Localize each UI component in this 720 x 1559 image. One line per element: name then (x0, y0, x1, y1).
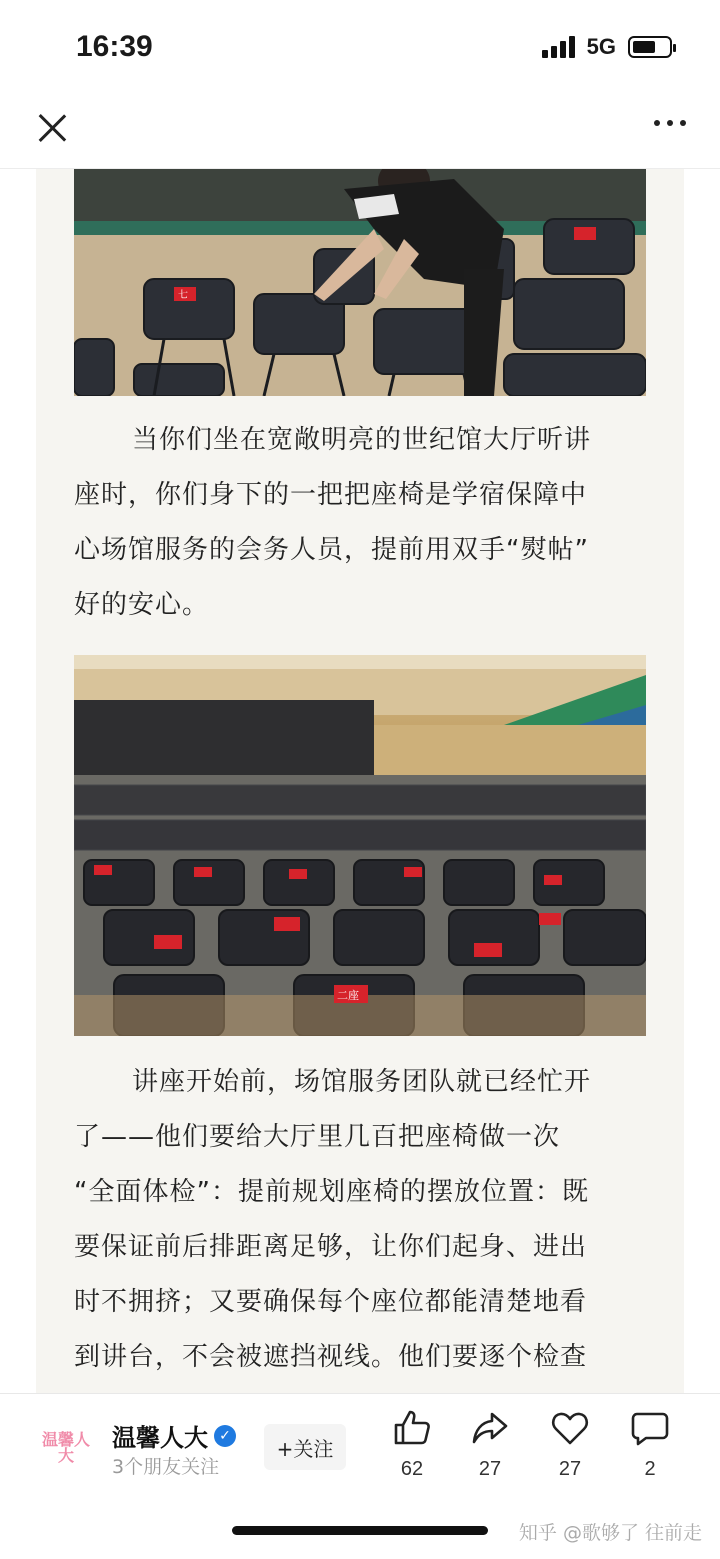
verified-badge-icon: ✓ (214, 1425, 236, 1447)
share-count: 27 (478, 1458, 502, 1480)
like-count: 62 (400, 1458, 424, 1480)
zhihu-watermark: 知乎 @歌够了 往前走 (518, 1522, 702, 1544)
seat-tag-text: 二座 (337, 989, 359, 1002)
favorite-count: 27 (558, 1458, 582, 1480)
like-button[interactable] (382, 1408, 442, 1481)
share-button[interactable] (460, 1408, 520, 1481)
article-photo-chair-arranging[interactable] (74, 169, 646, 396)
friends-following-text: 3个朋友关注 (112, 1456, 220, 1478)
comment-count: 2 (644, 1458, 656, 1480)
paragraph-line: 好的安心。 (74, 590, 210, 620)
status-bar (0, 0, 720, 96)
paragraph-line: 当你们坐在宽敞明亮的世纪馆大厅听讲 (132, 425, 592, 455)
photo-illustration (74, 655, 646, 1036)
close-icon[interactable] (36, 112, 68, 144)
author-avatar[interactable]: 温馨人大 (42, 1430, 91, 1465)
comment-button[interactable] (620, 1408, 680, 1481)
thumbs-up-icon (392, 1408, 432, 1448)
photo-illustration (74, 169, 646, 396)
paragraph-line: 要保证前后排距离足够，让你们起身、进出 (74, 1232, 588, 1262)
article-photo-hall-chairs[interactable] (74, 655, 646, 1036)
follow-button[interactable]: +关注 (264, 1424, 346, 1470)
article-paragraph-1 (74, 413, 646, 633)
paragraph-line: 心场馆服务的会务人员，提前用双手“熨帖” (74, 535, 589, 565)
status-icons (542, 34, 672, 60)
paragraph-line: 了——他们要给大厅里几百把座椅做一次 (74, 1122, 561, 1152)
paragraph-line: 座时，你们身下的一把把座椅是学宿保障中 (74, 480, 588, 510)
status-time: 16:39 (76, 30, 153, 63)
paragraph-line: “全面体检”：提前规划座椅的摆放位置：既 (74, 1177, 589, 1207)
top-nav-bar (0, 96, 720, 169)
cellular-signal-icon (542, 36, 575, 58)
favorite-button[interactable] (540, 1408, 600, 1481)
more-dots-icon[interactable] (654, 120, 686, 126)
heart-icon (550, 1408, 590, 1448)
network-type: 5G (586, 34, 616, 59)
article-paragraph-2 (74, 1055, 646, 1385)
paragraph-line: 讲座开始前，场馆服务团队就已经忙开 (132, 1067, 592, 1097)
author-name-row[interactable] (112, 1418, 236, 1453)
article-content[interactable] (36, 169, 684, 1393)
comment-bubble-icon (630, 1408, 670, 1448)
seat-tag-text: 七 (178, 290, 188, 301)
paragraph-line: 时不拥挤；又要确保每个座位都能清楚地看 (74, 1287, 588, 1317)
home-indicator[interactable] (232, 1526, 488, 1535)
battery-icon (628, 36, 672, 58)
bottom-action-bar (0, 1393, 720, 1559)
author-name[interactable]: 温馨人大 (112, 1424, 208, 1452)
share-arrow-icon (470, 1408, 510, 1448)
paragraph-line: 到讲台，不会被遮挡视线。他们要逐个检查 (74, 1342, 588, 1372)
